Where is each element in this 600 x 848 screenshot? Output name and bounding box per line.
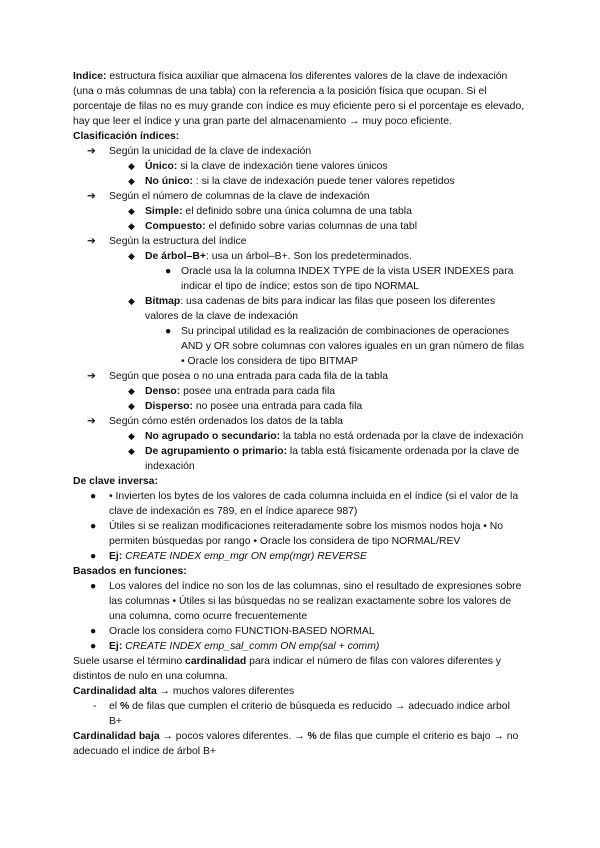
cardinalidad-alta	[73, 684, 525, 699]
cardinalidad-baja-text-c: de filas que cumple el criterio es bajo → no adecuado el indice de árbol B+	[73, 731, 519, 757]
cardinalidad-baja	[73, 729, 525, 759]
bullet-icon: ●	[165, 266, 172, 277]
item-agrupamiento-term: De agrupamiento o primario:	[145, 446, 288, 457]
item-unico-text: si la clave de indexación tiene valores únicos	[177, 161, 388, 172]
group-orden	[73, 414, 525, 429]
cardinalidad-text-a: Suele usarse el término	[73, 656, 186, 667]
item-agrupamiento	[73, 444, 525, 474]
item-denso-term: Denso:	[145, 386, 181, 397]
funciones-example	[73, 639, 525, 654]
cardinalidad-alta-text: → muchos valores diferentes	[156, 686, 295, 697]
item-bitmap	[73, 294, 525, 324]
funciones-item-1-text: Los valores del índice no son los de las columnas, sino el resultado de expresiones sobre las columnas • Útiles si las búsquedas no se realizan exactamente sobre los valores de una columna, como ocurre frecuentemente	[109, 581, 522, 622]
arrow-icon: ➔	[87, 371, 96, 382]
cardinalidad-text-c: para indicar el número de filas con valores diferentes y distintos de nulo en una columna.	[73, 656, 501, 682]
group-estructura-text: Según la estructura del índice	[109, 236, 247, 247]
cardinalidad-baja-text-a: → pocos valores diferentes. →	[159, 731, 308, 742]
item-compuesto	[73, 219, 525, 234]
item-bitmap-term: Bitmap	[145, 296, 181, 307]
item-disperso-text: no posee una entrada para cada fila	[192, 401, 363, 412]
diamond-icon: ◆	[128, 161, 135, 171]
group-entrada	[73, 369, 525, 384]
funciones-example-term: Ej:	[109, 641, 123, 652]
diamond-icon: ◆	[128, 251, 135, 261]
arrow-icon: ➔	[87, 191, 96, 202]
clasificacion-heading	[73, 129, 525, 144]
funciones-heading-text: Basados en funciones:	[73, 566, 187, 577]
item-no-agrupado-text: la tabla no está ordenada por la clave de indexación	[280, 431, 524, 442]
inversa-item-2-text: Útiles si se realizan modificaciones reiteradamente sobre los mismos nodos hoja • No permiten búsquedas por rango • Oracle los considera de tipo NORMAL/REV	[109, 521, 504, 547]
item-compuesto-term: Compuesto:	[145, 221, 206, 232]
inversa-example-term: Ej:	[109, 551, 123, 562]
item-unico	[73, 159, 525, 174]
bullet-icon: ●	[90, 551, 97, 562]
diamond-icon: ◆	[128, 446, 135, 456]
cardinalidad-paragraph	[73, 654, 525, 684]
cardinalidad-alta-sub-a: el	[109, 701, 120, 712]
arrow-icon: ➔	[87, 416, 96, 427]
item-no-unico-term: No único:	[145, 176, 193, 187]
inversa-heading-text: De clave inversa:	[73, 476, 158, 487]
item-bitmap-text: : usa cadenas de bits para indicar las filas que poseen los diferentes valores de la clave de indexación	[145, 296, 496, 322]
funciones-item-1	[73, 579, 525, 624]
funciones-item-2-text: Oracle los considera como FUNCTION-BASED NORMAL	[109, 626, 375, 637]
item-bitmap-sub-text: Su principal utilidad es la realización de combinaciones de operaciones AND y OR sobre columnas con valores iguales en un gran número de filas • Oracle los considera de tipo BITMAP	[181, 326, 525, 367]
inversa-item-1	[73, 489, 525, 519]
item-no-unico-text: : si la clave de indexación puede tener valores repetidos	[192, 176, 455, 187]
bullet-icon: ●	[90, 641, 97, 652]
diamond-icon: ◆	[128, 401, 135, 411]
item-arbol-sub	[73, 264, 525, 294]
group-estructura	[73, 234, 525, 249]
item-denso	[73, 384, 525, 399]
inversa-item-2	[73, 519, 525, 549]
cardinalidad-term: cardinalidad	[185, 656, 247, 667]
funciones-heading	[73, 564, 525, 579]
inversa-item-1-text: • Invierten los bytes de los valores de cada columna incluida en el índice (si el valor de la clave de indexación es 789, en el índice aparece 987)	[109, 491, 519, 517]
arrow-icon: ➔	[87, 236, 96, 247]
cardinalidad-alta-term: Cardinalidad alta	[73, 686, 157, 697]
item-arbol-text: : usa un árbol–B+. Son los predeterminados.	[205, 251, 412, 262]
bullet-icon: ●	[90, 626, 97, 637]
diamond-icon: ◆	[128, 431, 135, 441]
cardinalidad-alta-sub-c: de filas que cumplen el criterio de búsqueda es reducido → adecuado indice arbol B+	[109, 701, 510, 727]
diamond-icon: ◆	[128, 221, 135, 231]
item-bitmap-sub	[73, 324, 525, 369]
item-disperso	[73, 399, 525, 414]
document-page	[73, 69, 525, 759]
item-unico-term: Único:	[145, 161, 178, 172]
cardinalidad-baja-percent: %	[307, 731, 317, 742]
item-arbol-term: De árbol–B+	[145, 251, 206, 262]
item-simple-text: el definido sobre una única columna de una tabla	[182, 206, 412, 217]
inversa-example	[73, 549, 525, 564]
item-agrupamiento-text: la tabla está físicamente ordenada por la clave de indexación	[145, 446, 520, 472]
cardinalidad-baja-term: Cardinalidad baja	[73, 731, 160, 742]
bullet-icon: ●	[90, 521, 97, 532]
item-arbol-sub-text: Oracle usa la la columna INDEX TYPE de la vista USER INDEXES para indicar el tipo de índice; estos son de tipo NORMAL	[181, 266, 514, 292]
inversa-example-code: CREATE INDEX emp_mgr ON emp(mgr) REVERSE	[122, 551, 367, 562]
group-unicidad	[73, 144, 525, 159]
intro-paragraph	[73, 69, 525, 129]
item-disperso-term: Disperso:	[145, 401, 193, 412]
item-no-unico	[73, 174, 525, 189]
item-arbol	[73, 249, 525, 264]
funciones-example-code: CREATE INDEX emp_sal_comm ON emp(sal + comm)	[122, 641, 380, 652]
intro-text: estructura física auxiliar que almacena los diferentes valores de la clave de indexación (una o más columnas de una tabla) con la referencia a la posición física que ocupan. Si el porcentaje de filas no es muy grande con índice es muy eficiente pero si el porcentaje es elevado, hay que leer el índice y una gran parte del almacenamiento → muy poco eficiente.	[73, 71, 525, 127]
group-columnas-text: Según el número de columnas de la clave de indexación	[109, 191, 370, 202]
cardinalidad-alta-sub-percent: %	[119, 701, 130, 712]
item-denso-text: posee una entrada para cada fila	[180, 386, 336, 397]
bullet-icon: ●	[165, 326, 172, 337]
bullet-icon: ●	[90, 491, 97, 502]
diamond-icon: ◆	[128, 176, 135, 186]
group-columnas	[73, 189, 525, 204]
cardinalidad-alta-sub	[73, 699, 525, 729]
inversa-heading	[73, 474, 525, 489]
diamond-icon: ◆	[128, 206, 135, 216]
arrow-icon: ➔	[87, 146, 96, 157]
group-entrada-text: Según que posea o no una entrada para cada fila de la tabla	[109, 371, 389, 382]
item-no-agrupado	[73, 429, 525, 444]
item-simple	[73, 204, 525, 219]
intro-term: Indice:	[73, 71, 107, 82]
diamond-icon: ◆	[128, 296, 135, 306]
item-no-agrupado-term: No agrupado o secundario:	[145, 431, 281, 442]
group-unicidad-text: Según la unicidad de la clave de indexación	[109, 146, 312, 157]
dash-icon: -	[93, 701, 97, 712]
item-simple-term: Simple:	[145, 206, 183, 217]
diamond-icon: ◆	[128, 386, 135, 396]
item-compuesto-text: el definido sobre varias columnas de una tabl	[205, 221, 418, 232]
funciones-item-2	[73, 624, 525, 639]
bullet-icon: ●	[90, 581, 97, 592]
group-orden-text: Según cómo estén ordenados los datos de la tabla	[109, 416, 343, 427]
clasificacion-heading-text: Clasificación índices:	[73, 131, 180, 142]
